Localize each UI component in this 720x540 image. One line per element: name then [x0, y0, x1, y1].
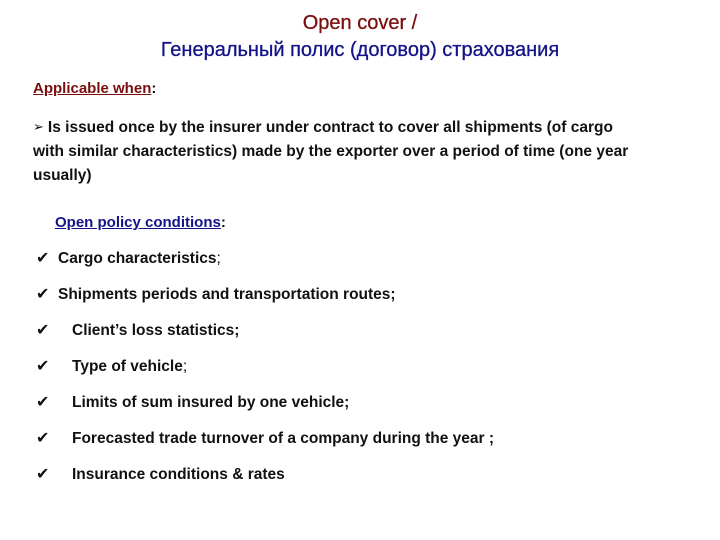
title-line-2: Генеральный полис (договор) страхования	[160, 39, 560, 61]
list-item-text: Type of vehicle;	[72, 358, 188, 375]
title-line-1: Open cover /	[302, 12, 418, 34]
applicable-paragraph	[33, 116, 633, 188]
check-icon: ✔	[36, 286, 50, 303]
list-item	[36, 392, 494, 428]
check-icon: ✔	[36, 358, 50, 375]
list-item	[36, 284, 494, 320]
list-item-text: Insurance conditions & rates	[72, 466, 285, 483]
list-item-text: Forecasted trade turnover of a company during the year ;	[72, 430, 495, 447]
list-item-text: Client’s loss statistics;	[72, 322, 240, 339]
list-item	[36, 320, 494, 356]
conditions-label: Open policy conditions	[55, 214, 221, 231]
list-item	[36, 356, 494, 392]
list-item	[36, 248, 494, 284]
check-icon: ✔	[36, 394, 50, 411]
applicable-when-heading	[33, 79, 156, 99]
list-item-text: Cargo characteristics;	[58, 250, 221, 267]
list-item-text: Limits of sum insured by one vehicle;	[72, 394, 350, 411]
conditions-list	[36, 248, 494, 500]
conditions-heading	[55, 213, 226, 233]
applicable-text: Is issued once by the insurer under contract to cover all shipments (of cargo with similar characteristics) made by the exporter over a period of time (one year usually)	[33, 119, 629, 184]
check-icon: ✔	[36, 430, 50, 447]
applicable-when-colon: :	[151, 80, 157, 97]
applicable-when-label: Applicable when	[33, 80, 152, 97]
check-icon: ✔	[36, 466, 50, 483]
conditions-colon: :	[220, 214, 226, 231]
check-icon: ✔	[36, 250, 50, 267]
arrow-bullet-icon: ➢	[33, 119, 44, 134]
list-item	[36, 464, 494, 500]
check-icon: ✔	[36, 322, 50, 339]
list-item-text: Shipments periods and transportation routes;	[58, 286, 396, 303]
list-item	[36, 428, 494, 464]
